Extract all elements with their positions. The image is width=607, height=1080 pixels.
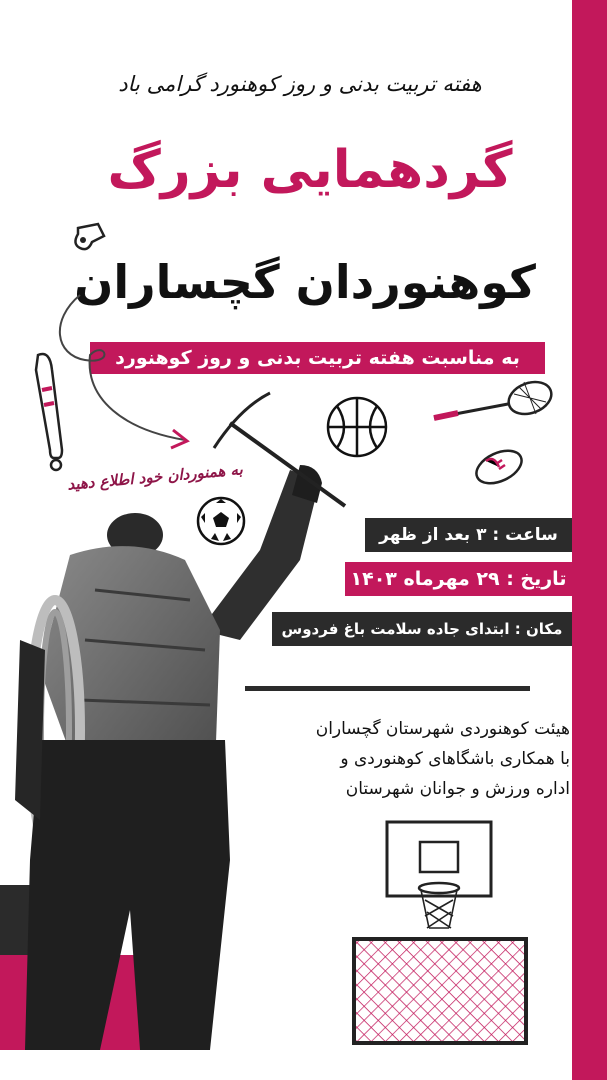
sub-title: کوهنوردان گچساران <box>74 255 536 309</box>
football-icon <box>472 445 527 490</box>
whistle-icon <box>70 218 110 258</box>
organizer-text <box>280 714 570 804</box>
goal-net-icon <box>350 935 530 1045</box>
badminton-racket-icon <box>432 378 557 428</box>
organizer-line: با همکاری باشگاهای کوهنوردی و <box>340 749 570 769</box>
inform-note: به همنوردان خود اطلاع دهید <box>66 460 244 494</box>
date-label: تاریخ : ۲۹ مهرماه ۱۴۰۳ <box>345 562 572 596</box>
bat-icon <box>28 350 73 475</box>
soccer-ball-icon <box>195 495 247 547</box>
organizer-line: اداره ورزش و جوانان شهرستان <box>345 779 570 799</box>
basketball-hoop-icon <box>385 820 495 935</box>
organizer-line: هیئت کوهنوردی شهرستان گچساران <box>315 719 570 739</box>
time-label: ساعت : ۳ بعد از ظهر <box>365 518 572 552</box>
main-title: گردهمایی بزرگ <box>107 140 513 200</box>
occasion-banner: به مناسبت هفته تربیت بدنی و روز کوهنورد <box>90 342 545 374</box>
place-label: مکان : ابتدای جاده سلامت باغ فردوس <box>272 612 572 646</box>
right-accent-bar <box>572 0 607 1080</box>
tagline: هفته تربیت بدنی و روز کوهنورد گرامی باد <box>118 72 482 96</box>
